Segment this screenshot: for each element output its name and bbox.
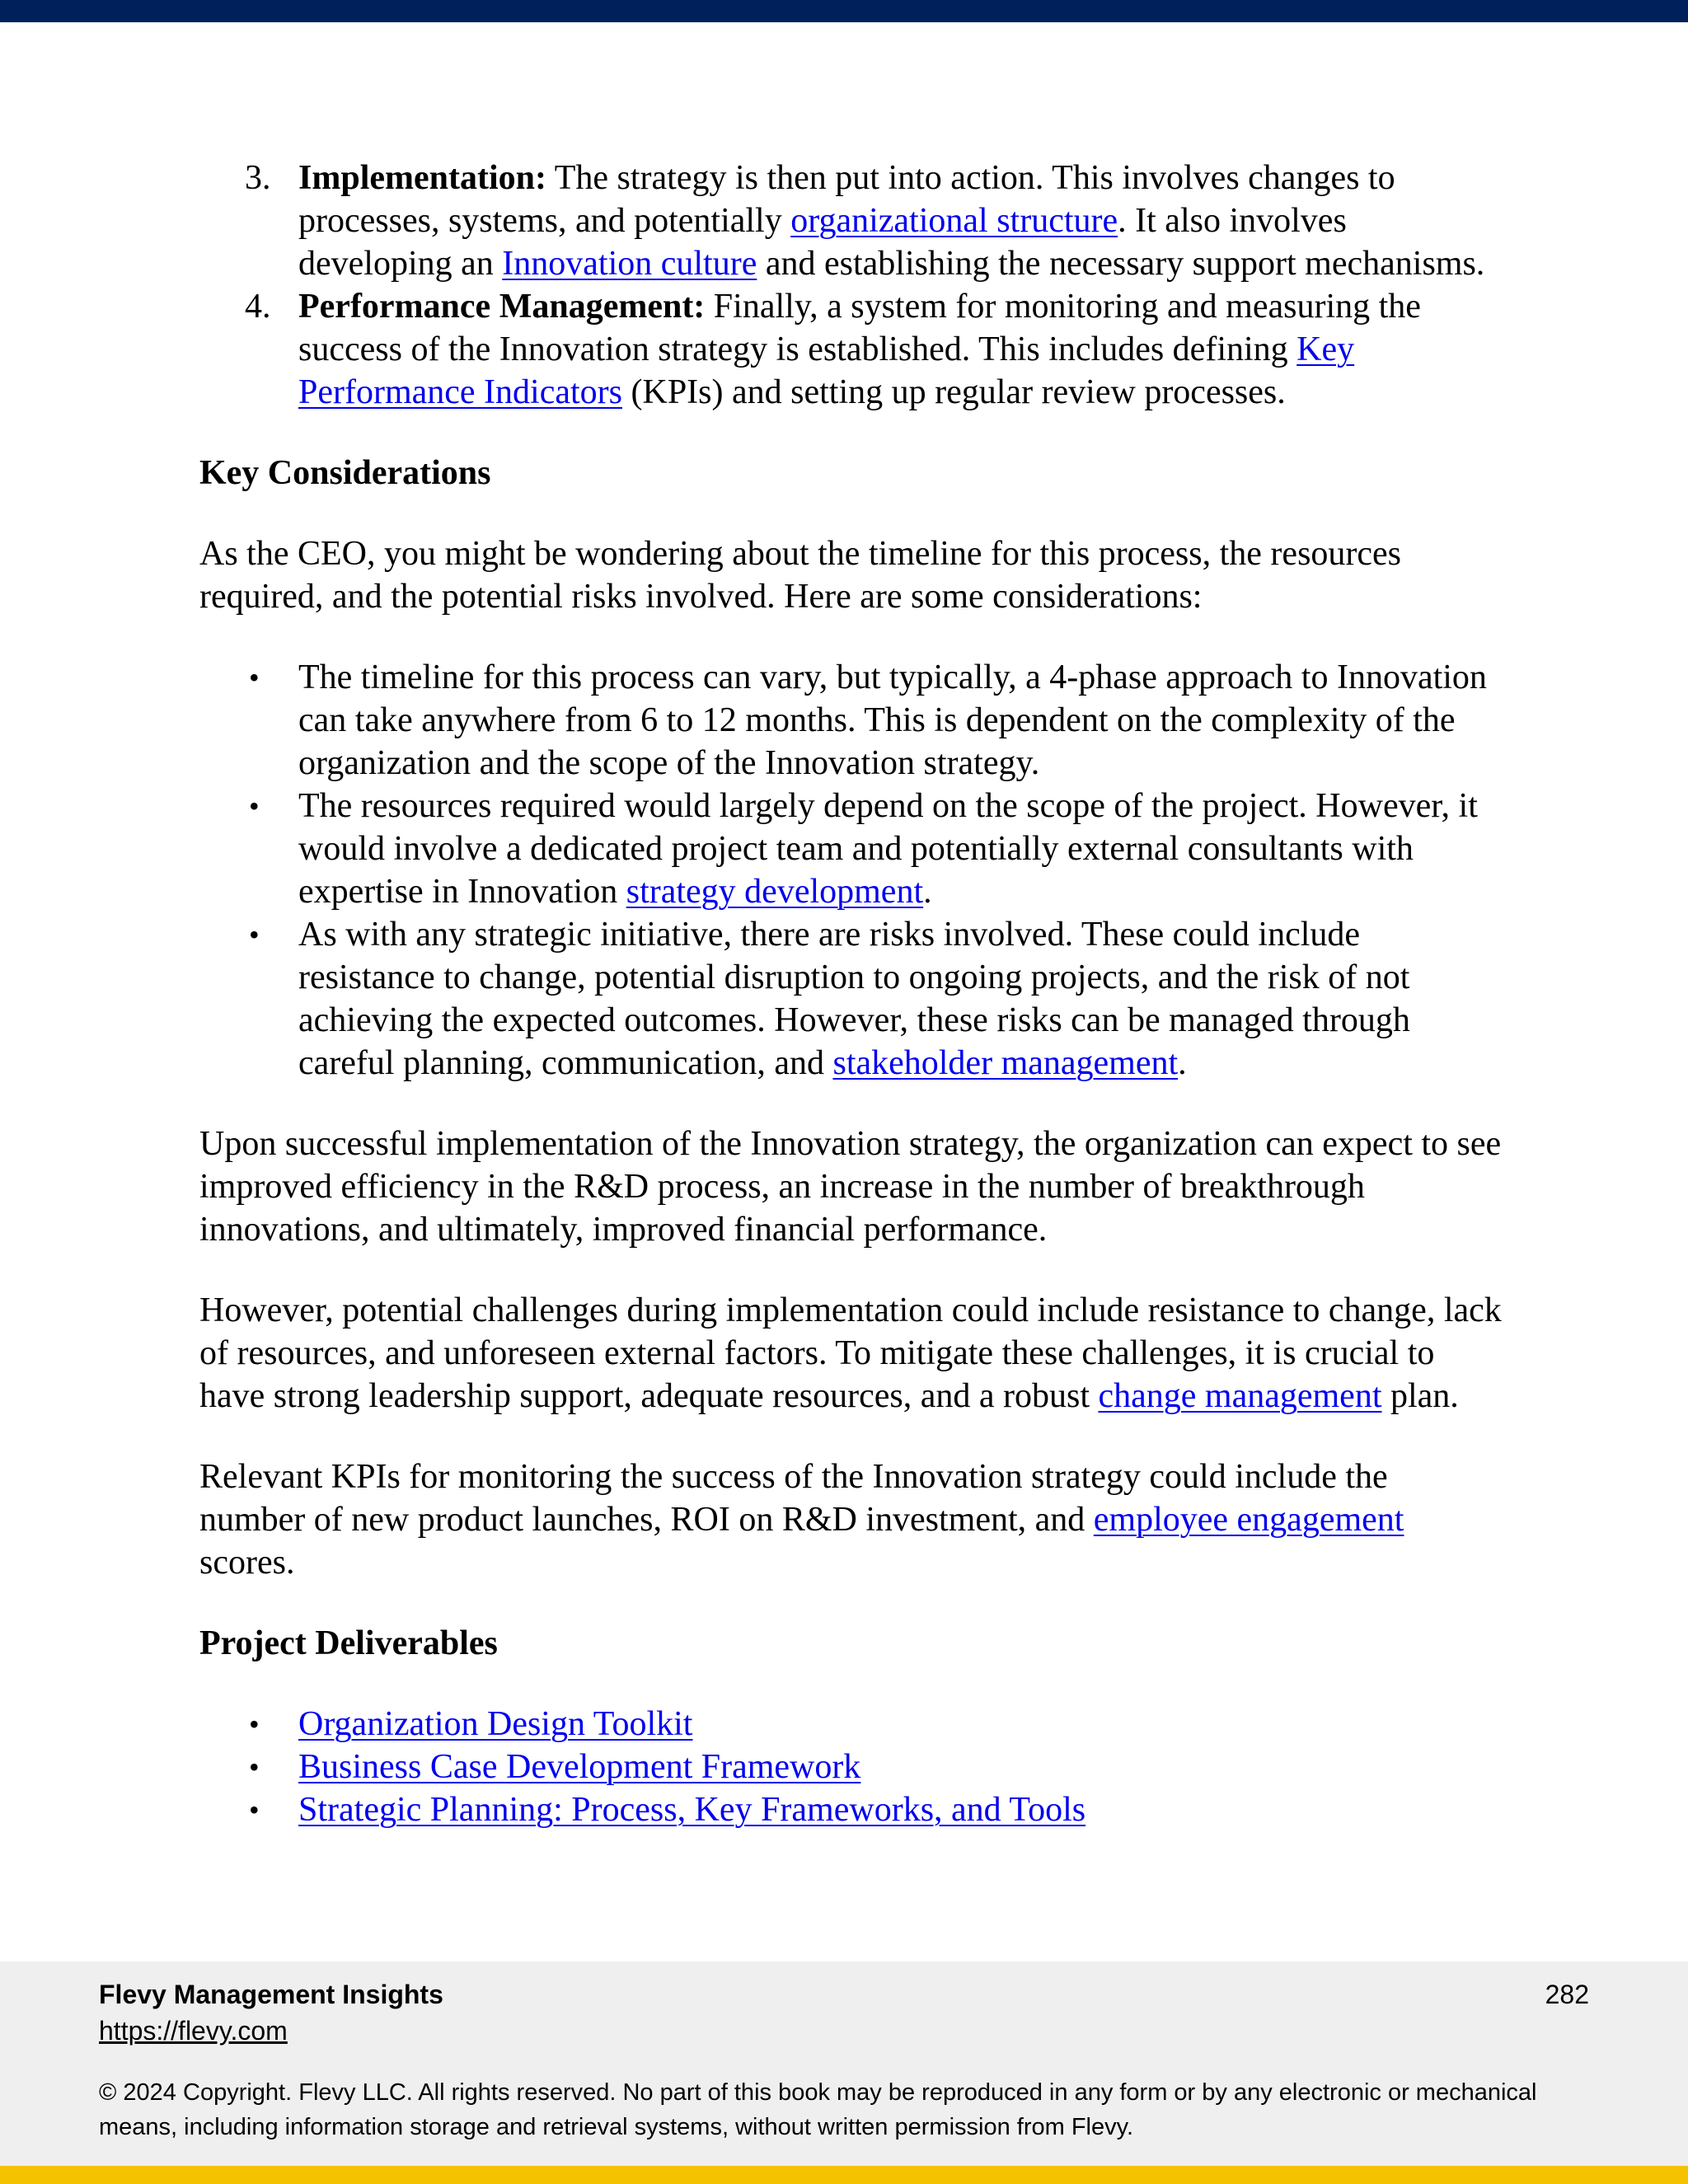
list-item bbox=[199, 1703, 1502, 1746]
step-text: . It also involves developing an bbox=[298, 202, 1347, 283]
paragraph-text: Relevant KPIs for monitoring the success of the Innovation strategy could include the number of new product launches, ROI on R&D investment, and bbox=[199, 1458, 1388, 1539]
document-body bbox=[199, 157, 1502, 1869]
step-text: The strategy is then put into action. This involves changes to processes, systems, and potentially bbox=[298, 159, 1395, 240]
considerations-list bbox=[199, 656, 1502, 1085]
challenges-paragraph bbox=[199, 1289, 1502, 1418]
key-considerations-intro: As the CEO, you might be wondering about the timeline for this process, the resources required, and the potential risks involved. Here are some considerations: bbox=[199, 535, 1402, 616]
step-number: 4. bbox=[245, 288, 271, 326]
copyright-notice: © 2024 Copyright. Flevy LLC. All rights reserved. No part of this book may be reproduced in any form or by any electronic or mechanical means, including information storage and retrieval systems, without written permission from Flevy. bbox=[99, 2079, 1537, 2140]
step-text: and establishing the necessary support mechanisms. bbox=[757, 245, 1485, 283]
list-item bbox=[199, 785, 1502, 913]
page-footer bbox=[0, 1961, 1688, 2166]
step-text: Finally, a system for monitoring and measuring the success of the Innovation strategy is established. This includes defining bbox=[298, 288, 1421, 368]
bullet-text: The timeline for this process can vary, but typically, a 4-phase approach to Innovation can take anywhere from 6 to 12 months. This is dependent on the complexity of the organization and the scope of the Innovation strategy. bbox=[298, 658, 1487, 782]
business-case-framework-link[interactable]: Business Case Development Framework bbox=[298, 1748, 861, 1786]
bullet-icon: • bbox=[249, 918, 260, 951]
paragraph-text: However, potential challenges during implementation could include resistance to change, lack of resources, and unforeseen external factors. To mitigate these challenges, it is crucial to have strong leadership support, adequate resources, and a robust bbox=[199, 1291, 1502, 1415]
phase-steps-list bbox=[199, 157, 1502, 414]
paragraph-text: scores. bbox=[199, 1544, 295, 1582]
step-performance-management bbox=[199, 285, 1502, 414]
strategic-planning-link[interactable]: Strategic Planning: Process, Key Frameworks, and Tools bbox=[298, 1791, 1086, 1829]
list-item bbox=[199, 1746, 1502, 1788]
kpis-paragraph bbox=[199, 1455, 1502, 1584]
outcomes-paragraph: Upon successful implementation of the Innovation strategy, the organization can expect to see improved efficiency in the R&D process, an increase in the number of breakthrough innovations, and ultimately, improved financial performance. bbox=[199, 1125, 1502, 1249]
bullet-text: As with any strategic initiative, there are risks involved. These could include resistance to change, potential disruption to ongoing projects, and the risk of not achieving the expected outcomes. However, these risks can be managed through careful planning, communication, and bbox=[298, 916, 1410, 1082]
paragraph-text: plan. bbox=[1381, 1377, 1459, 1415]
step-text: (KPIs) and setting up regular review processes. bbox=[622, 373, 1286, 411]
bullet-icon: • bbox=[249, 661, 260, 694]
bullet-text: The resources required would largely depend on the scope of the project. However, it would involve a dedicated project team and potentially external consultants with expertise in Innovation bbox=[298, 787, 1478, 911]
footer-title: Flevy Management Insights bbox=[99, 1980, 443, 2009]
bullet-text: . bbox=[1178, 1044, 1187, 1082]
bullet-icon: • bbox=[249, 1750, 260, 1783]
project-deliverables-heading: Project Deliverables bbox=[199, 1624, 498, 1662]
bullet-icon: • bbox=[249, 790, 260, 823]
step-title: Implementation: bbox=[298, 159, 546, 197]
bullet-icon: • bbox=[249, 1793, 260, 1826]
key-performance-indicators-link[interactable]: Key Performance Indicators bbox=[298, 330, 1355, 411]
bullet-text: . bbox=[923, 873, 932, 911]
step-implementation bbox=[199, 157, 1502, 285]
list-item bbox=[199, 913, 1502, 1085]
top-brand-bar bbox=[0, 0, 1688, 22]
page-number: 282 bbox=[1545, 1980, 1589, 2009]
deliverables-list bbox=[199, 1703, 1502, 1831]
bullet-icon: • bbox=[249, 1708, 260, 1741]
bottom-brand-bar bbox=[0, 2166, 1688, 2184]
step-title: Performance Management: bbox=[298, 288, 706, 326]
step-number: 3. bbox=[245, 159, 271, 197]
stakeholder-management-link[interactable]: stakeholder management bbox=[832, 1044, 1179, 1082]
strategy-development-link[interactable]: strategy development bbox=[626, 873, 924, 911]
organization-design-toolkit-link[interactable]: Organization Design Toolkit bbox=[298, 1705, 693, 1743]
employee-engagement-link[interactable]: employee engagement bbox=[1093, 1501, 1404, 1539]
footer-url-link[interactable]: https://flevy.com bbox=[99, 2016, 288, 2046]
organizational-structure-link[interactable]: organizational structure bbox=[790, 202, 1118, 240]
key-considerations-heading: Key Considerations bbox=[199, 454, 491, 492]
list-item bbox=[199, 656, 1502, 785]
list-item bbox=[199, 1788, 1502, 1831]
innovation-culture-link[interactable]: Innovation culture bbox=[502, 245, 757, 283]
change-management-link[interactable]: change management bbox=[1098, 1377, 1382, 1415]
